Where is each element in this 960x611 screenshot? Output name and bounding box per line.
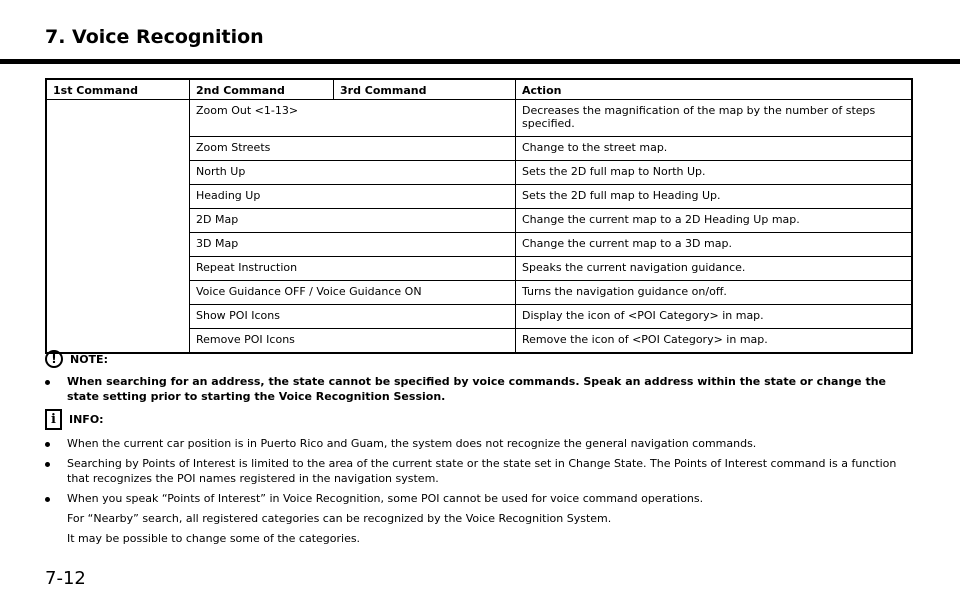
col-header-2nd-command: 2nd Command [190, 79, 334, 100]
action-cell: Remove the icon of <POI Category> in map. [516, 329, 913, 354]
note-heading [45, 350, 920, 368]
action-cell: Decreases the magnification of the map by the number of steps specified. [516, 100, 913, 137]
action-cell: Change the current map to a 3D map. [516, 233, 913, 257]
table-header-row [46, 79, 912, 100]
info-continuation: For “Nearby” search, all registered categories can be recognized by the Voice Recognition System. [67, 512, 612, 525]
command-table [45, 78, 913, 354]
command-cell: 3D Map [190, 233, 516, 257]
page-number: 7-12 [45, 568, 86, 589]
notes-section [45, 350, 920, 551]
command-cell: 2D Map [190, 209, 516, 233]
command-cell: Zoom Out <1-13> [190, 100, 516, 137]
command-cell: Zoom Streets [190, 137, 516, 161]
action-cell: Speaks the current navigation guidance. [516, 257, 913, 281]
info-icon: i [45, 409, 62, 430]
list-item: Searching by Points of Interest is limited to the area of the current state or the state set in Change State. The Points of Interest command is a function that recognizes the POI names registered in the navigation system. [45, 456, 920, 486]
header-rule [0, 59, 960, 64]
command-cell: Remove POI Icons [190, 329, 516, 354]
note-label: NOTE: [70, 352, 108, 366]
col-header-3rd-command: 3rd Command [334, 79, 516, 100]
first-command-cell [46, 100, 190, 354]
list-item: When the current car position is in Puerto Rico and Guam, the system does not recognize the general navigation commands. [45, 436, 920, 451]
action-cell: Change to the street map. [516, 137, 913, 161]
command-cell: Show POI Icons [190, 305, 516, 329]
action-cell: Change the current map to a 2D Heading Up map. [516, 209, 913, 233]
info-list [45, 436, 920, 506]
info-heading [45, 409, 920, 430]
command-cell: Heading Up [190, 185, 516, 209]
command-cell: North Up [190, 161, 516, 185]
exclamation-icon: ! [45, 350, 63, 368]
action-cell: Turns the navigation guidance on/off. [516, 281, 913, 305]
command-cell: Voice Guidance OFF / Voice Guidance ON [190, 281, 516, 305]
info-continuation: It may be possible to change some of the categories. [67, 532, 361, 545]
note-list [45, 374, 920, 404]
list-item: When searching for an address, the state cannot be specified by voice commands. Speak an address within the state or change the state setting prior to starting the Voice Recognition Session. [45, 374, 920, 404]
action-cell: Sets the 2D full map to Heading Up. [516, 185, 913, 209]
action-cell: Display the icon of <POI Category> in map. [516, 305, 913, 329]
table-row [46, 100, 912, 137]
action-cell: Sets the 2D full map to North Up. [516, 161, 913, 185]
col-header-action: Action [516, 79, 913, 100]
info-label: INFO: [69, 413, 104, 426]
col-header-1st-command: 1st Command [46, 79, 190, 100]
list-item: When you speak “Points of Interest” in Voice Recognition, some POI cannot be used for voice command operations. [45, 491, 920, 506]
command-cell: Repeat Instruction [190, 257, 516, 281]
chapter-title: 7. Voice Recognition [45, 26, 264, 48]
